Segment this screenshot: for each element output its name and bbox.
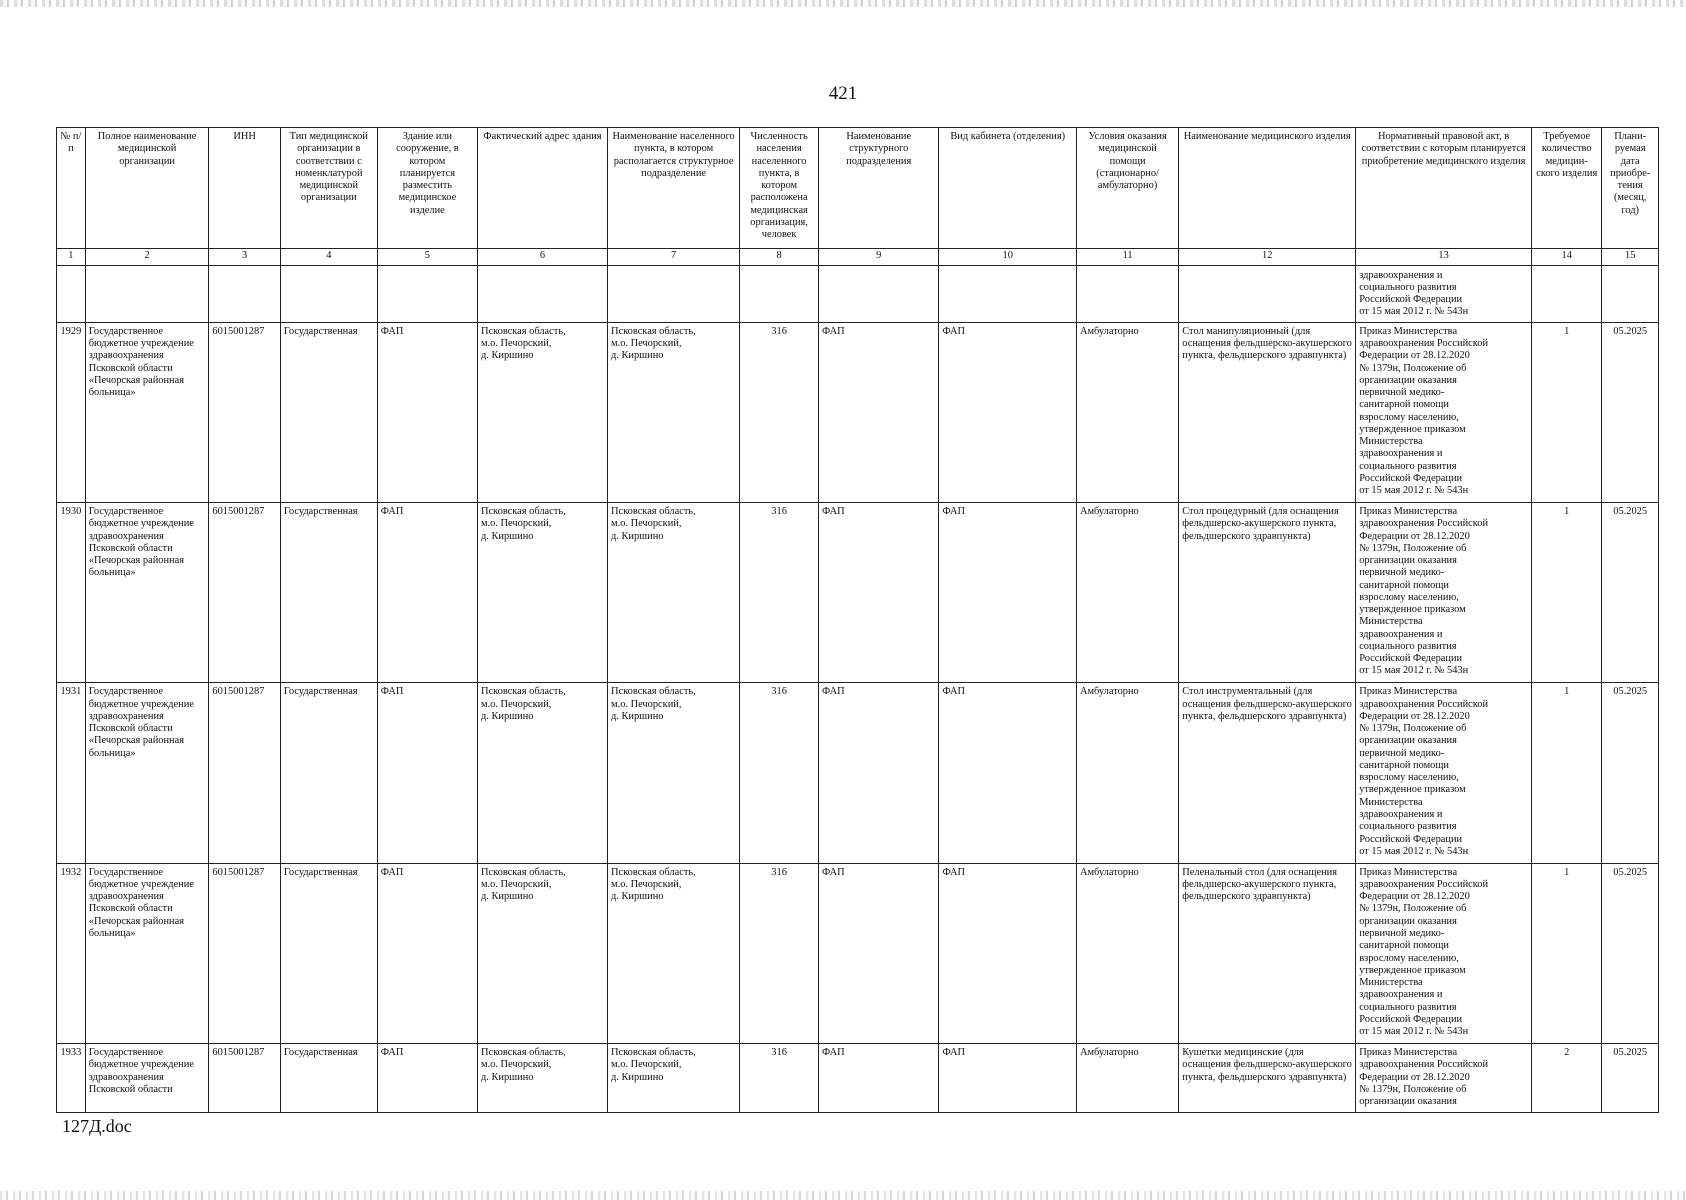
organization-name: Государственное бюджетное учреждение здравоохранения Псковской области «Печорская районная больница» — [85, 683, 209, 863]
header-cell: Наименование населенного пункта, в котором располагается структурное подразделение — [608, 128, 740, 249]
organization-name: Государственное бюджетное учреждение здравоохранения Псковской области «Печорская районная больница» — [85, 322, 209, 502]
building: ФАП — [377, 322, 477, 502]
cabinet-type: ФАП — [939, 1044, 1076, 1113]
continuation-act-text: здравоохранения и социального развития Российской Федерации от 15 мая 2012 г. № 543н — [1356, 266, 1532, 323]
organization-name: Государственное бюджетное учреждение здравоохранения Псковской области «Печорская районная больница» — [85, 503, 209, 683]
care-conditions: Амбулаторно — [1076, 863, 1178, 1043]
table-row — [57, 322, 1659, 502]
column-number: 9 — [819, 249, 939, 266]
locality: Псковская область, м.о. Печорский, д. Киршино — [608, 1044, 740, 1113]
medical-device: Стол манипуляционный (для оснащения фельдшерско-акушерского пункта, фельдшерского здравпункта) — [1179, 322, 1356, 502]
structural-unit: ФАП — [819, 503, 939, 683]
header-cell: Нормативный правовой акт, в соответствии с которым планируется приобретение медицинского изделия — [1356, 128, 1532, 249]
legal-act: Приказ Министерства здравоохранения Российской Федерации от 28.12.2020 № 1379н, Положение об организации оказания первичной медико- санитарной помощи взрослому населению, утвержденное приказом Министерства здравоохранения и социального развития Российской Федерации от 15 мая 2012 г. № 543н — [1356, 322, 1532, 502]
header-cell: Наименование структурного подразделения — [819, 128, 939, 249]
column-number: 2 — [85, 249, 209, 266]
population: 316 — [740, 503, 819, 683]
inn-value: 6015001287 — [209, 503, 280, 683]
column-number-row — [57, 249, 1659, 266]
inn-value: 6015001287 — [209, 863, 280, 1043]
medical-device: Стол инструментальный (для оснащения фельдшерско-акушерского пункта, фельдшерского здравпункта) — [1179, 683, 1356, 863]
table-header-row — [57, 128, 1659, 249]
structural-unit: ФАП — [819, 322, 939, 502]
planned-date: 05.2025 — [1602, 322, 1659, 502]
header-cell: № п/п — [57, 128, 86, 249]
row-number: 1930 — [57, 503, 86, 683]
column-number: 13 — [1356, 249, 1532, 266]
locality: Псковская область, м.о. Печорский, д. Киршино — [608, 322, 740, 502]
required-quantity: 2 — [1532, 1044, 1602, 1113]
scan-edge-top — [0, 0, 1686, 7]
legal-act: Приказ Министерства здравоохранения Российской Федерации от 28.12.2020 № 1379н, Положение об организации оказания первичной медико- санитарной помощи взрослому населению, утвержденное приказом Министерства здравоохранения и социального развития Российской Федерации от 15 мая 2012 г. № 543н — [1356, 503, 1532, 683]
page-number: 421 — [828, 83, 858, 104]
building: ФАП — [377, 1044, 477, 1113]
row-number: 1929 — [57, 322, 86, 502]
column-number: 1 — [57, 249, 86, 266]
footer-file-name: 127Д.doc — [62, 1116, 132, 1136]
organization-type: Государственная — [280, 1044, 377, 1113]
table-row — [57, 683, 1659, 863]
header-cell: ИНН — [209, 128, 280, 249]
required-quantity: 1 — [1532, 322, 1602, 502]
row-number: 1932 — [57, 863, 86, 1043]
column-number: 10 — [939, 249, 1076, 266]
planned-date: 05.2025 — [1602, 683, 1659, 863]
building: ФАП — [377, 503, 477, 683]
care-conditions: Амбулаторно — [1076, 1044, 1178, 1113]
actual-address: Псковская область, м.о. Печорский, д. Киршино — [477, 863, 607, 1043]
locality: Псковская область, м.о. Печорский, д. Киршино — [608, 863, 740, 1043]
header-cell: Условия оказания медицинской помощи (стационарно/ амбулаторно) — [1076, 128, 1178, 249]
required-quantity: 1 — [1532, 503, 1602, 683]
table-row — [57, 1044, 1659, 1113]
cabinet-type: ФАП — [939, 503, 1076, 683]
row-number: 1933 — [57, 1044, 86, 1113]
actual-address: Псковская область, м.о. Печорский, д. Киршино — [477, 1044, 607, 1113]
header-cell: Тип медицинской организации в соответствии с номенклатурой медицинской организации — [280, 128, 377, 249]
organization-name: Государственное бюджетное учреждение здравоохранения Псковской области — [85, 1044, 209, 1113]
actual-address: Псковская область, м.о. Печорский, д. Киршино — [477, 683, 607, 863]
header-cell: Полное наименование медицинской организации — [85, 128, 209, 249]
table-row — [57, 503, 1659, 683]
column-number: 5 — [377, 249, 477, 266]
legal-act: Приказ Министерства здравоохранения Российской Федерации от 28.12.2020 № 1379н, Положение об организации оказания первичной медико- санитарной помощи взрослому населению, утвержденное приказом Министерства здравоохранения и социального развития Российской Федерации от 15 мая 2012 г. № 543н — [1356, 683, 1532, 863]
cabinet-type: ФАП — [939, 322, 1076, 502]
building: ФАП — [377, 683, 477, 863]
actual-address: Псковская область, м.о. Печорский, д. Киршино — [477, 503, 607, 683]
medical-device: Пеленальный стол (для оснащения фельдшерско-акушерского пункта, фельдшерского здравпункта) — [1179, 863, 1356, 1043]
structural-unit: ФАП — [819, 1044, 939, 1113]
legal-act: Приказ Министерства здравоохранения Российской Федерации от 28.12.2020 № 1379н, Положение об организации оказания — [1356, 1044, 1532, 1113]
header-cell: Требуемое количество медицин-ского изделия — [1532, 128, 1602, 249]
actual-address: Псковская область, м.о. Печорский, д. Киршино — [477, 322, 607, 502]
legal-act: Приказ Министерства здравоохранения Российской Федерации от 28.12.2020 № 1379н, Положение об организации оказания первичной медико- санитарной помощи взрослому населению, утвержденное приказом Министерства здравоохранения и социального развития Российской Федерации от 15 мая 2012 г. № 543н — [1356, 863, 1532, 1043]
locality: Псковская область, м.о. Печорский, д. Киршино — [608, 503, 740, 683]
required-quantity: 1 — [1532, 683, 1602, 863]
header-cell: Наименование медицинского изделия — [1179, 128, 1356, 249]
organization-type: Государственная — [280, 503, 377, 683]
equipment-register-table — [56, 127, 1659, 1113]
structural-unit: ФАП — [819, 683, 939, 863]
column-number: 15 — [1602, 249, 1659, 266]
organization-name: Государственное бюджетное учреждение здравоохранения Псковской области «Печорская районная больница» — [85, 863, 209, 1043]
column-number: 14 — [1532, 249, 1602, 266]
medical-device: Стол процедурный (для оснащения фельдшерско-акушерского пункта, фельдшерского здравпункта) — [1179, 503, 1356, 683]
planned-date: 05.2025 — [1602, 863, 1659, 1043]
organization-type: Государственная — [280, 863, 377, 1043]
scan-edge-bottom — [0, 1191, 1686, 1200]
locality: Псковская область, м.о. Печорский, д. Киршино — [608, 683, 740, 863]
header-cell: Фактический адрес здания — [477, 128, 607, 249]
header-cell: Численность населения населенного пункта, в котором расположена медицинская организация, человек — [740, 128, 819, 249]
column-number: 12 — [1179, 249, 1356, 266]
population: 316 — [740, 683, 819, 863]
population: 316 — [740, 863, 819, 1043]
planned-date: 05.2025 — [1602, 503, 1659, 683]
care-conditions: Амбулаторно — [1076, 322, 1178, 502]
header-cell: Плани-руемая дата приобре-тения (месяц, год) — [1602, 128, 1659, 249]
inn-value: 6015001287 — [209, 322, 280, 502]
inn-value: 6015001287 — [209, 1044, 280, 1113]
column-number: 6 — [477, 249, 607, 266]
cabinet-type: ФАП — [939, 683, 1076, 863]
column-number: 7 — [608, 249, 740, 266]
organization-type: Государственная — [280, 683, 377, 863]
care-conditions: Амбулаторно — [1076, 683, 1178, 863]
table-row — [57, 863, 1659, 1043]
organization-type: Государственная — [280, 322, 377, 502]
structural-unit: ФАП — [819, 863, 939, 1043]
column-number: 11 — [1076, 249, 1178, 266]
header-cell: Здание или сооружение, в котором планируется разместить медицинское изделие — [377, 128, 477, 249]
column-number: 3 — [209, 249, 280, 266]
medical-device: Кушетки медицинские (для оснащения фельдшерско-акушерского пункта, фельдшерского здравпункта) — [1179, 1044, 1356, 1113]
population: 316 — [740, 322, 819, 502]
inn-value: 6015001287 — [209, 683, 280, 863]
column-number: 4 — [280, 249, 377, 266]
column-number: 8 — [740, 249, 819, 266]
care-conditions: Амбулаторно — [1076, 503, 1178, 683]
cabinet-type: ФАП — [939, 863, 1076, 1043]
row-number: 1931 — [57, 683, 86, 863]
building: ФАП — [377, 863, 477, 1043]
planned-date: 05.2025 — [1602, 1044, 1659, 1113]
continuation-row — [57, 266, 1659, 323]
required-quantity: 1 — [1532, 863, 1602, 1043]
population: 316 — [740, 1044, 819, 1113]
header-cell: Вид кабинета (отделения) — [939, 128, 1076, 249]
